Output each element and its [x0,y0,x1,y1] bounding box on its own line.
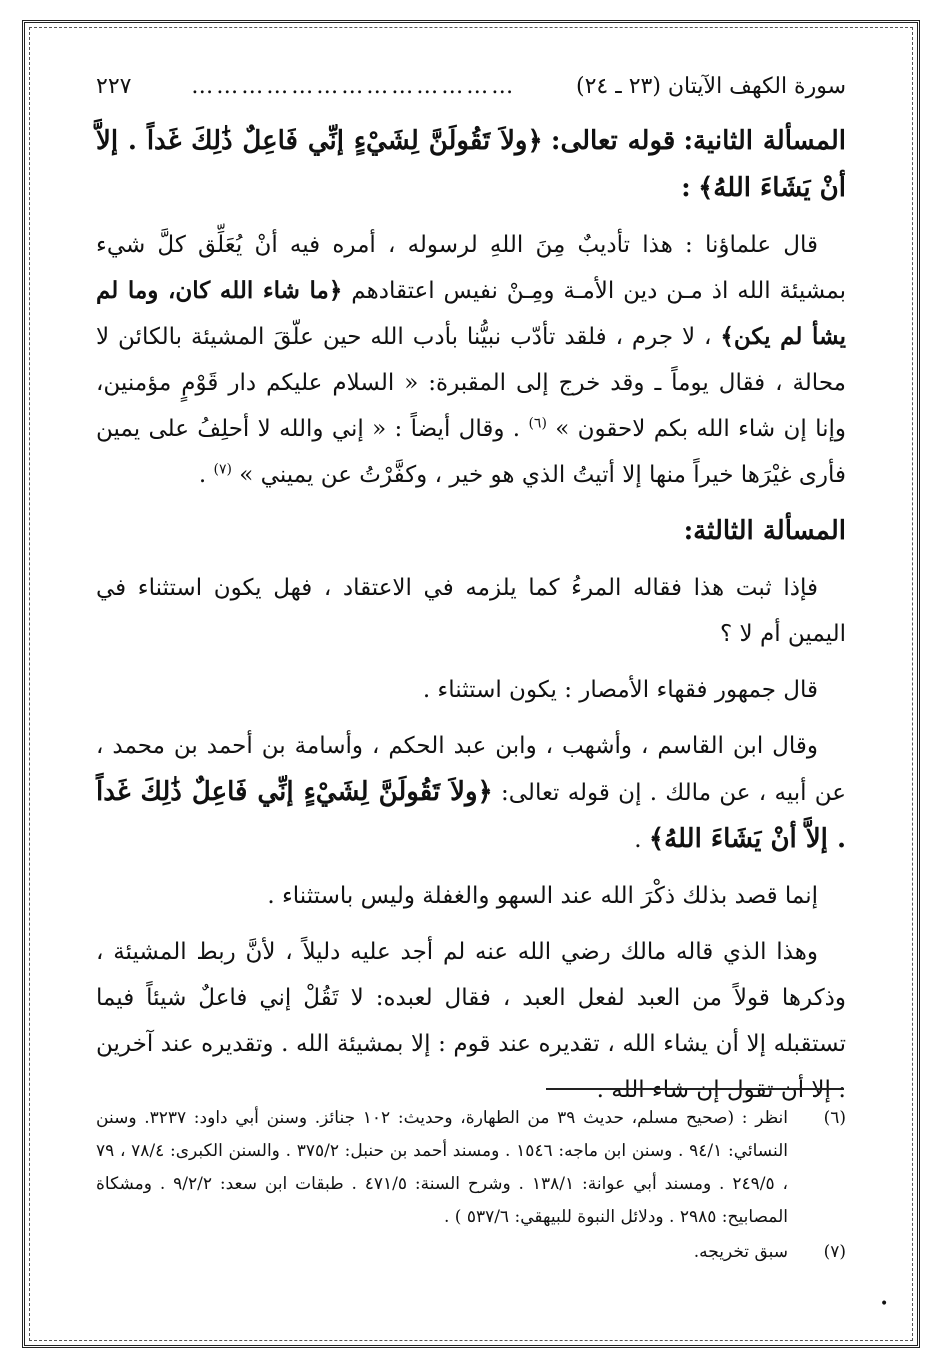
paragraph-ibn-qasim [96,723,846,863]
p5-text: إنما قصد بذلك ذكْرَ الله عند السهو والغفلة وليس باستثناء . [267,883,818,909]
third-issue-heading-paragraph [96,508,846,555]
print-mark: • [880,1296,889,1312]
second-issue-intro: قوله تعالى: [550,126,676,156]
footnote-text: سبق تخريجه. [693,1242,788,1262]
second-issue-paragraph [96,118,846,212]
footnote-number: (٦) [823,1108,846,1128]
p2-text: فإذا ثبت هذا فقاله المرءُ كما يلزمه في الاعتقاد ، فهل يكون استثناء في اليمين أم لا ؟ [96,575,846,647]
p1-part2: ، لا جرم ، فلقد تأدّب نبيُّنا بأدب الله حين علّقَ المشيئة بالكائن لا محالة ، فقال يوماً ـ وقد خرج إلى المقبرة: « السلام عليكم دار قَوْمٍ مؤمنين، وإنا إن شاء الله بكم لاحقون » [96,324,847,442]
footnote-7 [96,1236,846,1269]
footnote-text: انظر : (صحيح مسلم، حديث ٣٩ من الطهارة، وحديث: ١٠٢ جنائز. وسنن أبي داود: ٣٢٣٧. وسنن النسائي: ٩٤/١ . وسنن ابن ماجه: ١٥٤٦ . ومسند أحمد بن حنبل: ٣٧٥/٢ . والسنن الكبرى: ٧٨/٤ ، ٧٩ ، ٢٤٩/٥ . ومسند أبي عوانة: ١٣٨/١ . وشرح السنة: ٤٧١/٥ . طبقات ابن سعد: ٩/٢/٢ . ومشكاة المصابيح: ٢٩٨٥ . ودلائل النبوة للبيهقي: ٥٣٧/٦ ) . [96,1108,789,1227]
main-text [96,118,846,1123]
quran-verse: ﴿ولاَ تَقُولَنَّ لِشَيْءٍ إنِّي فَاعِلٌ ذَٰلِكَ غَداً . إلاَّ أنْ يَشَاءَ اللهُ﴾ [96,126,846,203]
scholars-paragraph [96,222,846,498]
footnotes [96,1102,846,1271]
second-issue-end: : [681,173,691,203]
second-issue-heading: المسألة الثانية: [683,126,846,156]
paragraph-malik [96,929,846,1113]
p3-text: قال جمهور فقهاء الأمصار : يكون استثناء . [422,677,818,703]
running-title: سورة الكهف الآيتان (٢٣ ـ ٢٤) [576,73,846,99]
footnote-ref-6[interactable]: (٦) [528,415,547,432]
p4-end: . [634,827,642,853]
p1-part1: قال علماؤنا : هذا تأديبٌ مِنَ اللهِ لرسوله ، أمره فيه أنْ يُعَلِّق كلَّ شيء بمشيئة الله اذ مـن دين الأمـة ومِـنْ نفيس اعتقادهم [96,232,846,304]
p6-text: وهذا الذي قاله مالك رضي الله عنه لم أجد عليه دليلاً ، لأنَّ ربط المشيئة ، وذكرها قولاً من العبد لفعل العبد ، فقال لعبده: لا تَقُلْ إني فاعلٌ شيئاً فيما تستقبله إلا أن يشاء الله ، تقديره عند قوم : إلا بمشيئة الله . وتقديره عند آخرين : إلا أن تقول إن شاء الله . [96,939,846,1103]
p4-part1: وقال ابن القاسم ، وأشهب ، وابن عبد الحكم ، وأسامة بن أحمد بن محمد ، عن أبيه ، عن مالك . إن قوله تعالى: [96,733,847,806]
paragraph-intention [96,873,846,919]
footnote-number: (٧) [823,1242,846,1262]
footnote-ref-7[interactable]: (٧) [213,461,232,478]
quran-verse-repeat: ﴿ولاَ تَقُولَنَّ لِشَيْءٍ إنِّي فَاعِلٌ ذَٰلِكَ غَداً . إلاَّ أنْ يَشَاءَ اللهُ﴾ [96,777,846,854]
third-issue-heading: المسألة الثالثة: [683,516,846,546]
p1-end: . [198,462,207,488]
page-number: ٢٢٧ [96,73,132,99]
running-header [96,66,846,106]
paragraph-majority [96,667,846,713]
leader-dots: ………………………………… [191,73,517,99]
footnote-separator [546,1088,844,1090]
footnote-6 [96,1102,846,1234]
paragraph-question [96,565,846,657]
p1-part3: . وقال أيضاً : « إني والله لا أحلِفُ على يمين فأرى غيْرَها خيراً منها إلا أتيتُ الذي هو خير ، وكفَّرْتُ عن يميني » [96,416,846,488]
p1-bold-saying: ﴿ما شاء الله كان، وما لم يشأ لم يكن﴾ [96,277,846,350]
